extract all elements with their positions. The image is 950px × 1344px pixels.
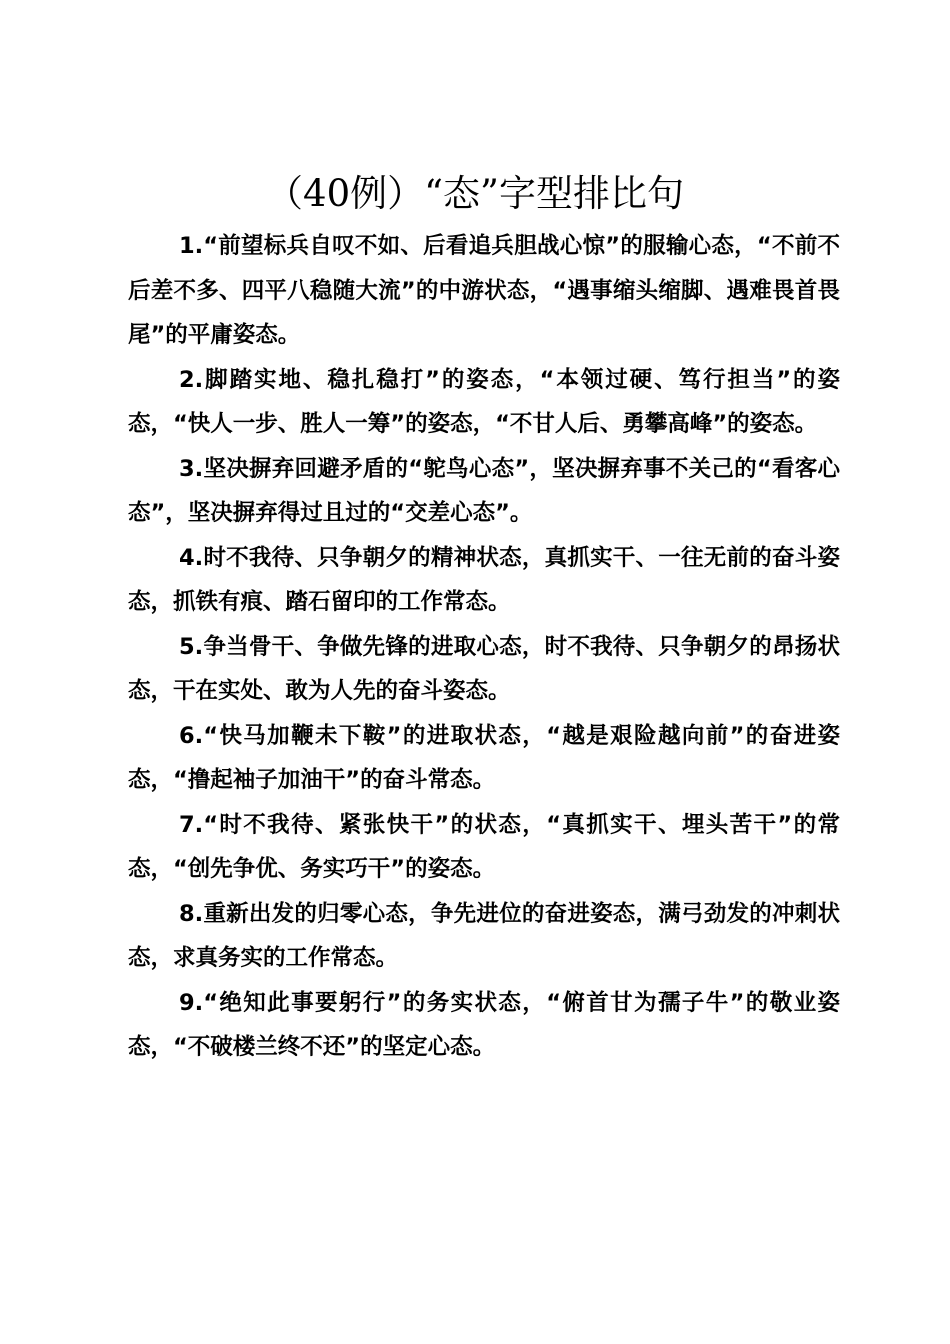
document-title: （40例）“态”字型排比句 <box>266 172 684 215</box>
paragraph-4: 4.时不我待、只争朝夕的精神状态，真抓实干、一往无前的奋斗姿态，抓铁有痕、踏石留印的工作常态。 <box>128 544 840 615</box>
document-body <box>128 224 840 1070</box>
paragraph-1: 1.“前望标兵自叹不如、后看追兵胆战心惊”的服输心态，“不前不后差不多、四平八稳随大流”的中游状态，“遇事缩头缩脚、遇难畏首畏尾”的平庸姿态。 <box>128 233 840 348</box>
paragraph-5: 5.争当骨干、争做先锋的进取心态，时不我待、只争朝夕的昂扬状态，干在实处、敢为人先的奋斗姿态。 <box>128 633 840 704</box>
paragraph-9: 9.“绝知此事要躬行”的务实状态，“俯首甘为孺子牛”的敬业姿态，“不破楼兰终不还”的坚定心态。 <box>128 989 840 1060</box>
paragraph-3: 3.坚决摒弃回避矛盾的“鸵鸟心态”，坚决摒弃事不关己的“看客心态”，坚决摒弃得过且过的“交差心态”。 <box>128 455 840 526</box>
paragraph-6: 6.“快马加鞭未下鞍”的进取状态，“越是艰险越向前”的奋进姿态，“撸起袖子加油干”的奋斗常态。 <box>128 722 840 793</box>
paragraph-2: 2.脚踏实地、稳扎稳打”的姿态，“本领过硬、笃行担当”的姿态，“快人一步、胜人一筹”的姿态，“不甘人后、勇攀高峰”的姿态。 <box>128 366 840 437</box>
paragraph-7: 7.“时不我待、紧张快干”的状态，“真抓实干、埋头苦干”的常态，“创先争优、务实巧干”的姿态。 <box>128 811 840 882</box>
paragraph-8: 8.重新出发的归零心态，争先进位的奋进姿态，满弓劲发的冲刺状态，求真务实的工作常态。 <box>128 900 840 971</box>
